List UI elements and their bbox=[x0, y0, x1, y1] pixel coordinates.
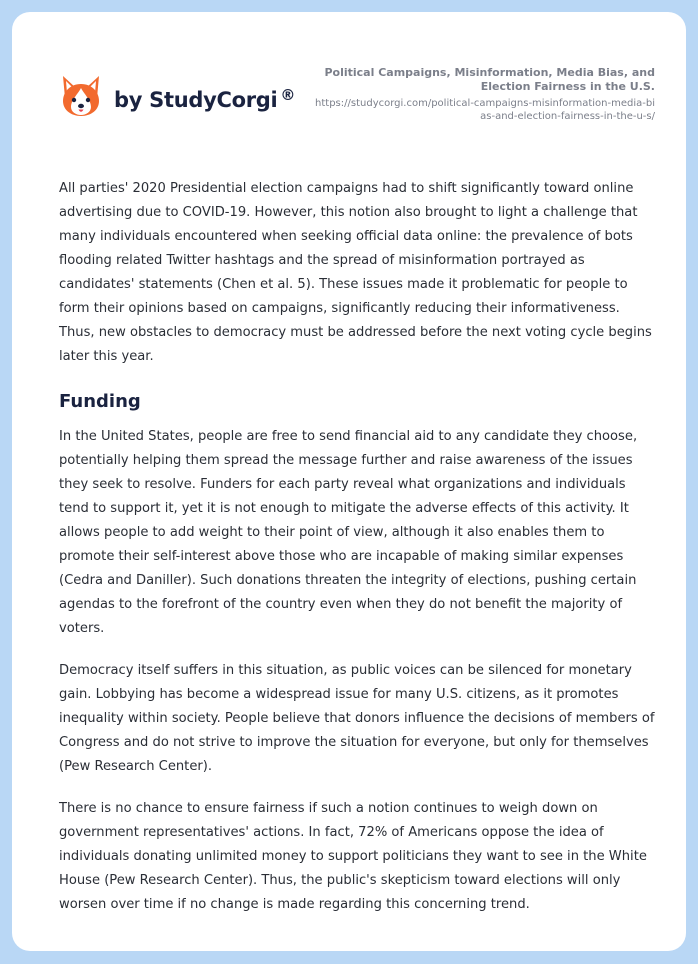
body-paragraph: Democracy itself suffers in this situation, as public voices can be silenced for monetary gain. Lobbying has become a widespread issue for many U.S. citizens, as it promotes inequality within society. People believe that donors influence the decisions of members of Congress and do not strive to improve the situation for everyone, but only for themselves (Pew Research Center). bbox=[59, 663, 655, 774]
body-paragraph: In the United States, people are free to send financial aid to any candidate they choose, potentially helping them spread the message further and raise awareness of the issues they seek to resolve. Funders for each party reveal what organizations and individuals tend to support it, yet it is not enough to mitigate the adverse effects of this activity. It allows people to add weight to their point of view, although it also enables them to promote their self-interest above those who are incapable of making similar expenses (Cedra and Daniller). Such donations threaten the integrity of elections, pushing certain agendas to the forefront of the country even when they do not benefit the majority of voters. bbox=[59, 429, 638, 636]
document-title: Political Campaigns, Misinformation, Media Bias, and Election Fairness in the U.S. bbox=[324, 66, 655, 93]
document-body bbox=[59, 177, 657, 935]
corgi-icon bbox=[60, 74, 102, 118]
studycorgi-logo[interactable] bbox=[60, 74, 295, 118]
registered-mark: ® bbox=[280, 86, 296, 104]
document-meta bbox=[315, 66, 655, 123]
body-paragraph: There is no chance to ensure fairness if such a notion continues to weigh down on government representatives' actions. In fact, 72% of Americans oppose the idea of individuals donating unlimited money to support politicians they want to see in the White House (Pew Research Center). Thus, the public's skepticism toward elections will only worsen over time if no change is made regarding this concerning trend. bbox=[59, 801, 647, 912]
brand-name: by StudyCorgi bbox=[114, 88, 278, 112]
document-page bbox=[12, 12, 686, 951]
section-heading: Funding bbox=[59, 391, 141, 412]
document-url[interactable]: https://studycorgi.com/political-campaigns-misinformation-media-bias-and-election-fairness-in-the-u-s/ bbox=[315, 98, 655, 122]
intro-paragraph: All parties' 2020 Presidential election campaigns had to shift significantly toward online advertising due to COVID-19. However, this notion also brought to light a challenge that many individuals encountered when seeking official data online: the prevalence of bots flooding related Twitter hashtags and the spread of misinformation portrayed as candidates' statements (Chen et al. 5). These issues made it problematic for people to form their opinions based on campaigns, significantly reducing their informativeness. Thus, new obstacles to democracy must be addressed before the next voting cycle begins later this year. bbox=[59, 181, 652, 364]
